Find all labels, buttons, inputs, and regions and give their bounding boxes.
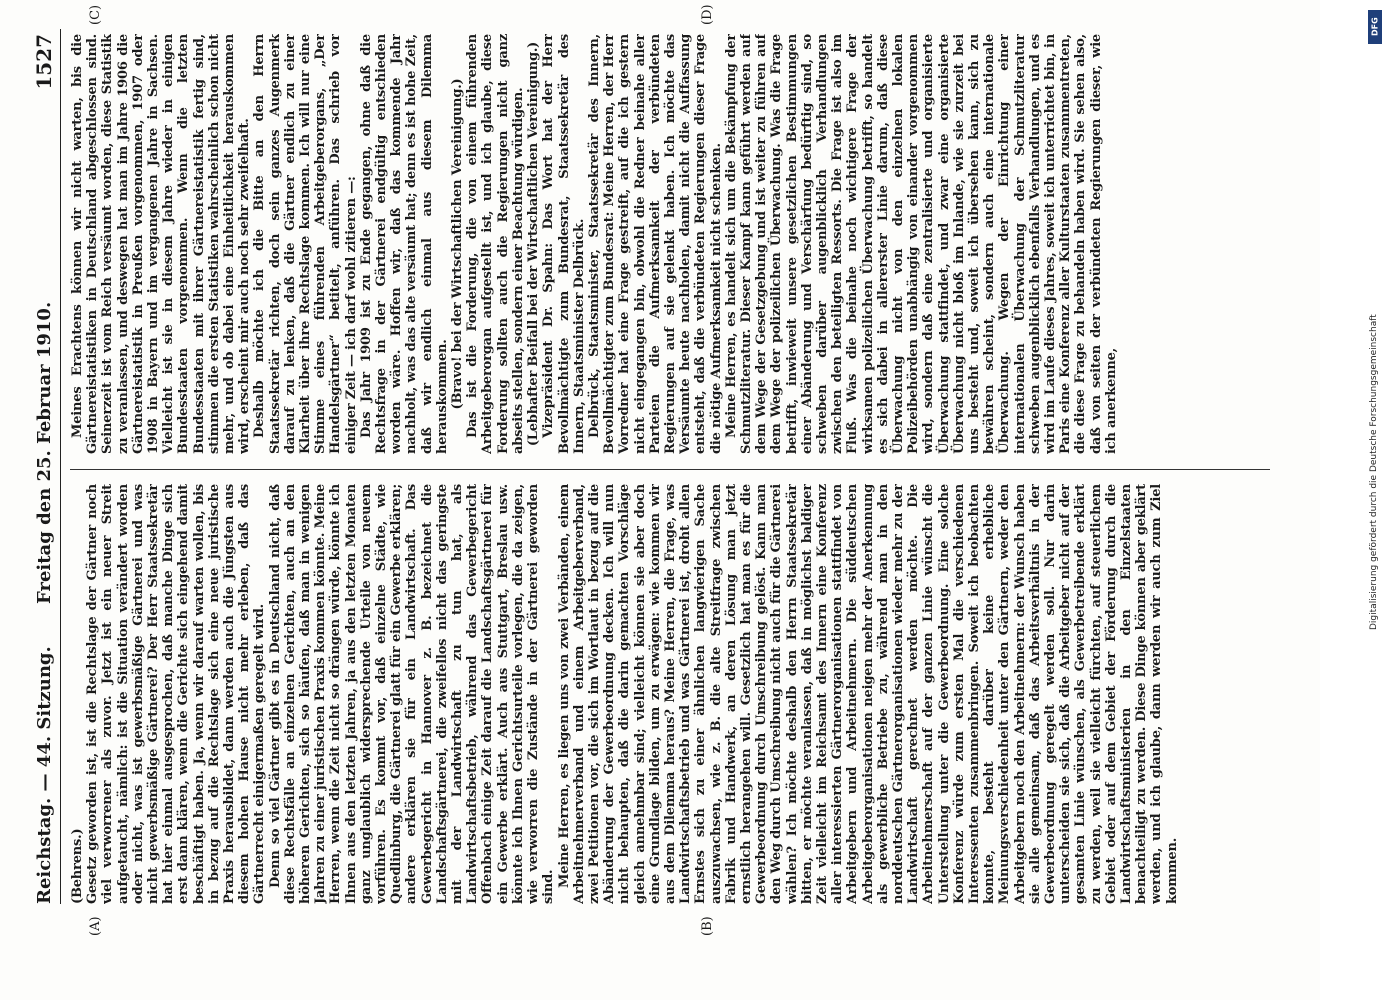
paragraph: Deshalb möchte ich die Bitte an den Herrn Staatssekretär richten, doch sein ganzes Augenmerk darauf zu lenken, daß die Gärtner endlich zu einer Klarheit über ihre Rechtslage kommen. Ich will nur eine Stimme eines führenden Arbeitgeberorgans, „Der Handelsgärtner“ betitelt, anführen. Das schrieb vor einiger Zeit — ich darf wohl zitieren —: [252,34,359,454]
page-header [22,34,62,904]
margin-mark-a: (A) [88,916,103,936]
right-column [70,34,1280,454]
applause-note: (Lebhafter Beifall bei der Wirtschaftlichen Vereinigung.) [526,41,542,447]
paragraph: Meine Herren, es liegen uns von zwei Verbänden, einem Arbeitnehmerverband und einem Arbeitgeberverband, zwei Petitionen vor, die sich im Wortlaut in bezug auf die Abänderung der Gewerbeordnung decken. Ich will nun nicht behaupten, daß die darin gemachten Vorschläge gleich annehmbar sind; vielleicht können sie aber doch eine Grundlage bilden, um zu erwägen: wie kommen wir aus dem Dilemma heraus? Meine Herren, die Frage, was Landwirtschaftsbetrieb und was Gärtnerei ist, droht allen Ernstes sich zu einer ähnlichen langwierigen Sache auszuwachsen, wie z. B. die alte Streitfrage zwischen Fabrik und Handwerk, an deren Lösung man jetzt ernstlich herangehen will. Gesetzlich hat man es für die Gewerbeordnung durch Umschreibung gelöst. Kann man den Weg durch Umschreibung nicht auch für die Gärtnerei wählen? Ich möchte deshalb den Herrn Staatssekretär bitten, er möchte veranlassen, daß in möglichst baldiger Zeit vielleicht im Reichsamt des Innern eine Konferenz aller interessierten Gärtnerorganisationen stattfindet von Arbeitgebern und Arbeitnehmern. Die süddeutschen Arbeitgeberorganisationen neigen mehr der Anerkennung als gewerbliche Betriebe zu, während man in den norddeutschen Gärtnerorganisationen wieder mehr zu der Landwirtschaft gerechnet werden möchte. Die Arbeitnehmerschaft auf der ganzen Linie wünscht die Unterstellung unter die Gewerbeordnung. Eine solche Konferenz würde zum ersten Mal die verschiedenen Interessenten zusammenbringen. Soweit ich beobachten konnte, besteht darüber keine erhebliche Meinungsverschiedenheit unter den Gärtnern, weder den Arbeitgebern noch den Arbeitnehmern: der Wunsch haben sie alle gemeinsam, daß das Arbeitsverhältnis in der Gewerbeordnung geregelt werden soll. Nur darin unterscheiden sie sich, daß die Arbeitgeber nicht auf der gesamten Linie wünschen, als Gewerbetreibende erklärt zu werden, weil sie vielleicht fürchten, auf steuerlichem Gebiet oder auf dem Gebiet der Förderung durch die Landwirtschaftsministerien in den Einzelstaaten benachteiligt zu werden. Diese Dinge können aber geklärt werden, und ich glaube, dann werden wir auch zum Ziel kommen. [556,484,1180,904]
speech-paragraph: Meine Herren, es handelt sich um die Bekämpfung der Schmutzliteratur. Dieser Kampf kann geführt werden auf dem Wege der Gesetzgebung und ist weiter zu führen auf dem Wege der polizeilichen Überwachung. Was die Frage betrifft, inwieweit unsere gesetzlichen Bestimmungen einer Abänderung und Verschärfung bedürftig sind, so schweben darüber augenblicklich Verhandlungen zwischen den beteiligten Ressorts. Die Frage ist also im Fluß. Was die beinahe noch wichtigere Frage der wirksamen polizeilichen Überwachung betrifft, so handelt es sich dabei in allererster Linie darum, daß diese Überwachung nicht von den einzelnen lokalen Polizeibehörden unabhängig von einander vorgenommen wird, sondern daß eine zentralisierte und organisierte Überwachung stattfindet, und zwar eine organisierte Überwachung nicht bloß im Inlande, wie sie zurzeit bei uns besteht und, soweit ich übersehen kann, sich zu bewähren scheint, sondern auch eine internationale Überwachung. Wegen der Einrichtung einer internationalen Überwachung der Schmutzliteratur schweben augenblicklich ebenfalls Verhandlungen, und es wird im Laufe dieses Jahres, soweit ich unterrichtet bin, in Paris eine Konferenz aller Kulturstaaten zusammentreten, die diese Frage zu behandeln haben wird. Sie sehen also, daß von seiten der verbündeten Regierungen dieser, wie ich anerkenne, [723,34,1119,454]
paragraph: Denn so viel Gärtner gibt es in Deutschland nicht, daß diese Rechtsfälle an einzelnen Gerichten, auch an den höheren Gerichten, sich so häufen, daß man in wenigen Jahren zu einer juristischen Praxis kommen könnte. Meine Herren, wenn die Zeit nicht so drängen würde, könnte ich Ihnen aus den letzten Jahren, ja aus den letzten Monaten ganz unglaublich widersprechende Urteile von neuem vorführen. Es kommt vor, daß einzelne Städte, wie Quedlinburg, die Gärtnerei glatt für ein Gewerbe erklären; andere erklären sie für ein Landwirtschaft. Das Gewerbegericht in Hannover z. B. bezeichnet die Landschaftsgärtnerei, die zweifellos nicht das geringste mit der Landwirtschaft zu tun hat, als Landwirtschaftsbetrieb, während das Gewerbegericht Offenbach einige Zeit darauf die Landschaftsgärtnerei für ein Gewerbe erklärt. Auch aus Stuttgart, Breslau usw. könnte ich Ihnen Gerichtsurteile vorlegen, die da zeigen, wie verworren die Zustände in der Gärtnerei geworden sind. [267,484,557,904]
applause-note: (Bravo! bei der Wirtschaftlichen Vereinigung.) [450,78,466,410]
header-rule [60,29,61,904]
header-date: Freitag den 25. Februar 1910. [34,301,55,604]
margin-mark-d: (D) [700,4,715,25]
speaker-announcement: Vizepräsident Dr. Spahn: Das Wort hat der Herr Bevollmächtigte zum Bundesrat, Staatssekretär des Innern, Staatsminister Delbrück. [541,34,587,454]
digitization-stamp [1367,10,1383,630]
dfg-logo: DFG [1368,10,1382,44]
page-number: 1527 [32,34,56,90]
funding-note: Digitalisierung gefördert durch die Deutsche Forschungsgemeinschaft [1369,314,1379,630]
paragraph: Gesetz geworden ist, ist die Rechtslage der Gärtner noch viel verworrener als zuvor. Jetzt ist ein neuer Streit aufgetaucht, nämlich: ist die Situation verändert worden oder nicht, was ist gewerbsmäßige Gärtnerei und was nicht gewerbsmäßige Gärtnerei? Der Herr Staatssekretär hat hier einmal ausgesprochen, daß manche Dinge sich erst dann klären, wenn die Gerichte sich eingehend damit beschäftigt haben. Ja, wenn wir darauf warten wollen, bis in bezug auf die Rechtslage sich eine neue juristische Praxis herausbildet, dann werden auch die Jüngsten aus diesem hohen Hause nicht mehr erleben, daß das Gärtnerrecht einigermaßen geregelt wird. [85,484,268,904]
left-column [70,484,1280,904]
speaker-reference: (Behrens.) [70,828,85,904]
quotation: Das Jahr 1909 ist zu Ende gegangen, ohne daß die Rechtsfrage in der Gärtnerei endgültig entschieden worden wäre. Hoffen wir, daß das kommende Jahr nachholt, was das alte versäumt hat; denn es ist hohe Zeit, daß wir endlich einmal aus diesem Dilemma herauskommen. [358,34,450,454]
margin-mark-c: (C) [88,4,103,25]
column-divider [70,469,1270,470]
margin-mark-b: (B) [700,916,715,936]
paragraph: Das ist die Forderung, die von einem führenden Arbeitgeberorgan aufgestellt ist, und ich glaube, diese Forderung sollten auch die Regierungen nicht ganz abseits stellen, sondern einer Beachtung würdigen. [465,34,526,454]
header-session: Reichstag. — 44. Sitzung. [34,646,55,904]
paragraph: Meines Erachtens können wir nicht warten, bis die Gärtnereistatistiken in Deutschland abgeschlossen sind. Seinerzeit ist vom Reich versäumt worden, diese Statistik zu veranlassen, und deswegen hat man im Jahre 1906 die Gärtnereistatistik in Preußen vorgenommen, 1907 oder 1908 in Bayern und im vergangenen Jahre in Sachsen. Vielleicht ist sie in diesem Jahre wieder in einigen Bundesstaaten vorgenommen. Wenn die letzten Bundesstaaten mit ihrer Gärtnereistatistik fertig sind, stimmen die ersten Statistiken wahrscheinlich schon nicht mehr, und ob dabei eine Einheitlichkeit herauskommen wird, erscheint mir auch noch sehr zweifelhaft. [70,34,253,454]
speech-paragraph: Delbrück, Staatsminister, Staatssekretär des Innern, Bevollmächtigter zum Bundesrat: Meine Herren, der Herr Vorredner hat eine Frage gestreift, auf die ich gestern nicht eingegangen bin, obwohl die Redner beinahe aller Parteien die Aufmerksamkeit der verbündeten Regierungen auf sie gelenkt haben. Ich möchte das Versäumte heute nachholen, damit nicht die Auffassung entsteht, daß die verbündeten Regierungen dieser Frage die nötige Aufmerksamkeit nicht schenken. [586,34,724,454]
